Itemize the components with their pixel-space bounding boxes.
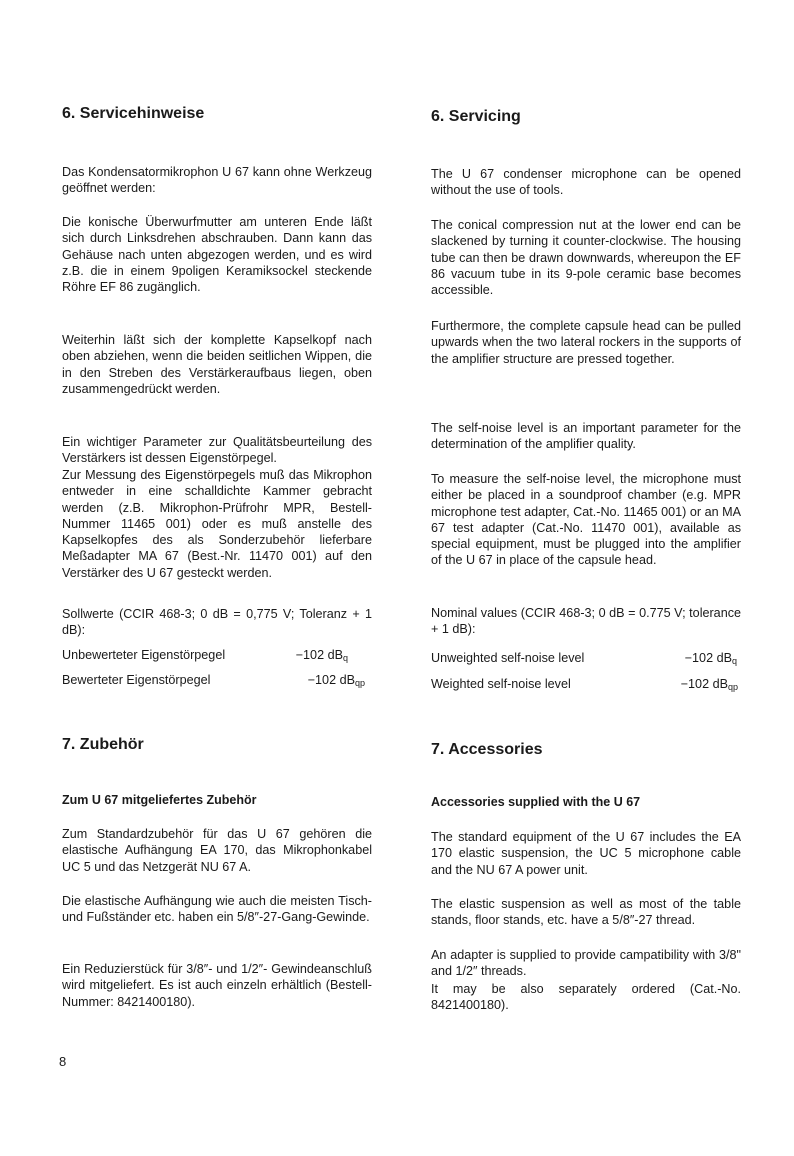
spec-label: Weighted self-noise level <box>431 677 571 691</box>
section-heading-accessories-en: 7. Accessories <box>431 741 543 758</box>
spec-row-weighted <box>431 676 738 695</box>
subheading: Accessories supplied with the U 67 <box>431 795 641 809</box>
paragraph: To measure the self-noise level, the microphone must either be placed in a soundproof chamber (e.g. MPR microphone test adapter, Cat.-No. 11465 001) or an MA 67 test adapter (Cat.-No. 11470 001), available as special equipment, must be plugged into the amplifier of the U 67 in place of the capsule head. <box>431 472 741 568</box>
spec-row-unweighted <box>62 647 348 666</box>
section-heading-accessories-de: 7. Zubehör <box>62 736 144 753</box>
nominal-values-text: Nominal values (CCIR 468-3; 0 dB = 0.775 V; tolerance + 1 dB): <box>431 606 741 637</box>
section-heading-servicing-en: 6. Servicing <box>431 108 521 125</box>
paragraph: Ein wichtiger Parameter zur Qualitätsbeurteilung des Verstärkers ist dessen Eigenstörpegel. <box>62 435 372 466</box>
paragraph: The standard equipment of the U 67 includes the EA 170 elastic suspension, the UC 5 microphone cable and the NU 67 A power unit. <box>431 830 741 877</box>
spec-value: −102 $dB_{qp}$ <box>680 677 738 692</box>
paragraph: Zum Standardzubehör für das U 67 gehören die elastische Aufhängung EA 170, das Mikrophonkabel UC 5 und das Netzgerät NU 67 A. <box>62 827 372 874</box>
paragraph: It may be also separately ordered (Cat.-No. 8421400180). <box>431 982 741 1013</box>
paragraph: Zur Messung des Eigenstörpegels muß das Mikrophon entweder in eine schalldichte Kammer gebracht werden (z.B. Mikrophon-Prüfrohr MPR, Bestell-Nummer 11465 001) oder es muß anstelle des Kapselkopfes des als Sonderzubehör lieferbare Meßadapter MA 67 (Best.-Nr. 11470 001) auf den Verstärker des U 67 gesteckt werden. <box>62 468 372 580</box>
nominal-values-text: Sollwerte (CCIR 468-3; 0 dB = 0,775 V; Toleranz + 1 dB): <box>62 607 372 638</box>
section-heading-servicing-de: 6. Servicehinweise <box>62 105 205 122</box>
paragraph: The U 67 condenser microphone can be opened without the use of tools. <box>431 167 741 198</box>
paragraph: Furthermore, the complete capsule head can be pulled upwards when the two lateral rockers in the supports of the amplifier structure are pressed together. <box>431 319 741 366</box>
subheading: Zum U 67 mitgeliefertes Zubehör <box>62 793 257 807</box>
paragraph: Das Kondensatormikrophon U 67 kann ohne Werkzeug geöffnet werden: <box>62 165 372 196</box>
spec-row-unweighted <box>431 650 737 669</box>
paragraph: Ein Reduzierstück für 3/8″- und 1/2″- Gewindeanschluß wird mitgeliefert. Es ist auch einzeln erhältlich (Bestell-Nummer: 8421400180). <box>62 962 372 1009</box>
spec-value: −102 $dB_q$ <box>295 648 348 663</box>
paragraph: Die konische Überwurfmutter am unteren Ende läßt sich durch Linksdrehen abschrauben. Dann kann das Gehäuse nach unten abgezogen werden, und es wird z.B. die in einem 9poligen Keramiksockel steckende Röhre EF 86 zugänglich. <box>62 215 372 295</box>
paragraph: The conical compression nut at the lower end can be slackened by turning it counter-clockwise. The housing tube can then be drawn downwards, whereupon the EF 86 vacuum tube in its 9-pole ceramic base becomes accessible. <box>431 218 741 298</box>
paragraph: The self-noise level is an important parameter for the determination of the amplifier quality. <box>431 421 741 452</box>
spec-label: Bewerteter Eigenstörpegel <box>62 673 211 687</box>
paragraph: An adapter is supplied to provide campatibility with 3/8" and 1/2″ threads. <box>431 948 741 979</box>
spec-value: −102 $dB_{qp}$ <box>307 673 365 688</box>
page-number: 8 <box>59 1054 67 1069</box>
spec-value: −102 $dB_q$ <box>684 651 737 666</box>
paragraph: The elastic suspension as well as most of the table stands, floor stands, etc. have a 5/8″-27 thread. <box>431 897 741 928</box>
spec-row-weighted <box>62 672 365 691</box>
paragraph: Die elastische Aufhängung wie auch die meisten Tisch- und Fußständer etc. haben ein 5/8″-27-Gang-Gewinde. <box>62 894 372 925</box>
paragraph: Weiterhin läßt sich der komplette Kapselkopf nach oben abziehen, wenn die beiden seitlichen Wippen, die in den Streben des Verstärkeraufbaus liegen, oben zusammengedrückt werden. <box>62 333 372 396</box>
spec-label: Unweighted self-noise level <box>431 651 585 665</box>
spec-label: Unbewerteter Eigenstörpegel <box>62 648 226 662</box>
